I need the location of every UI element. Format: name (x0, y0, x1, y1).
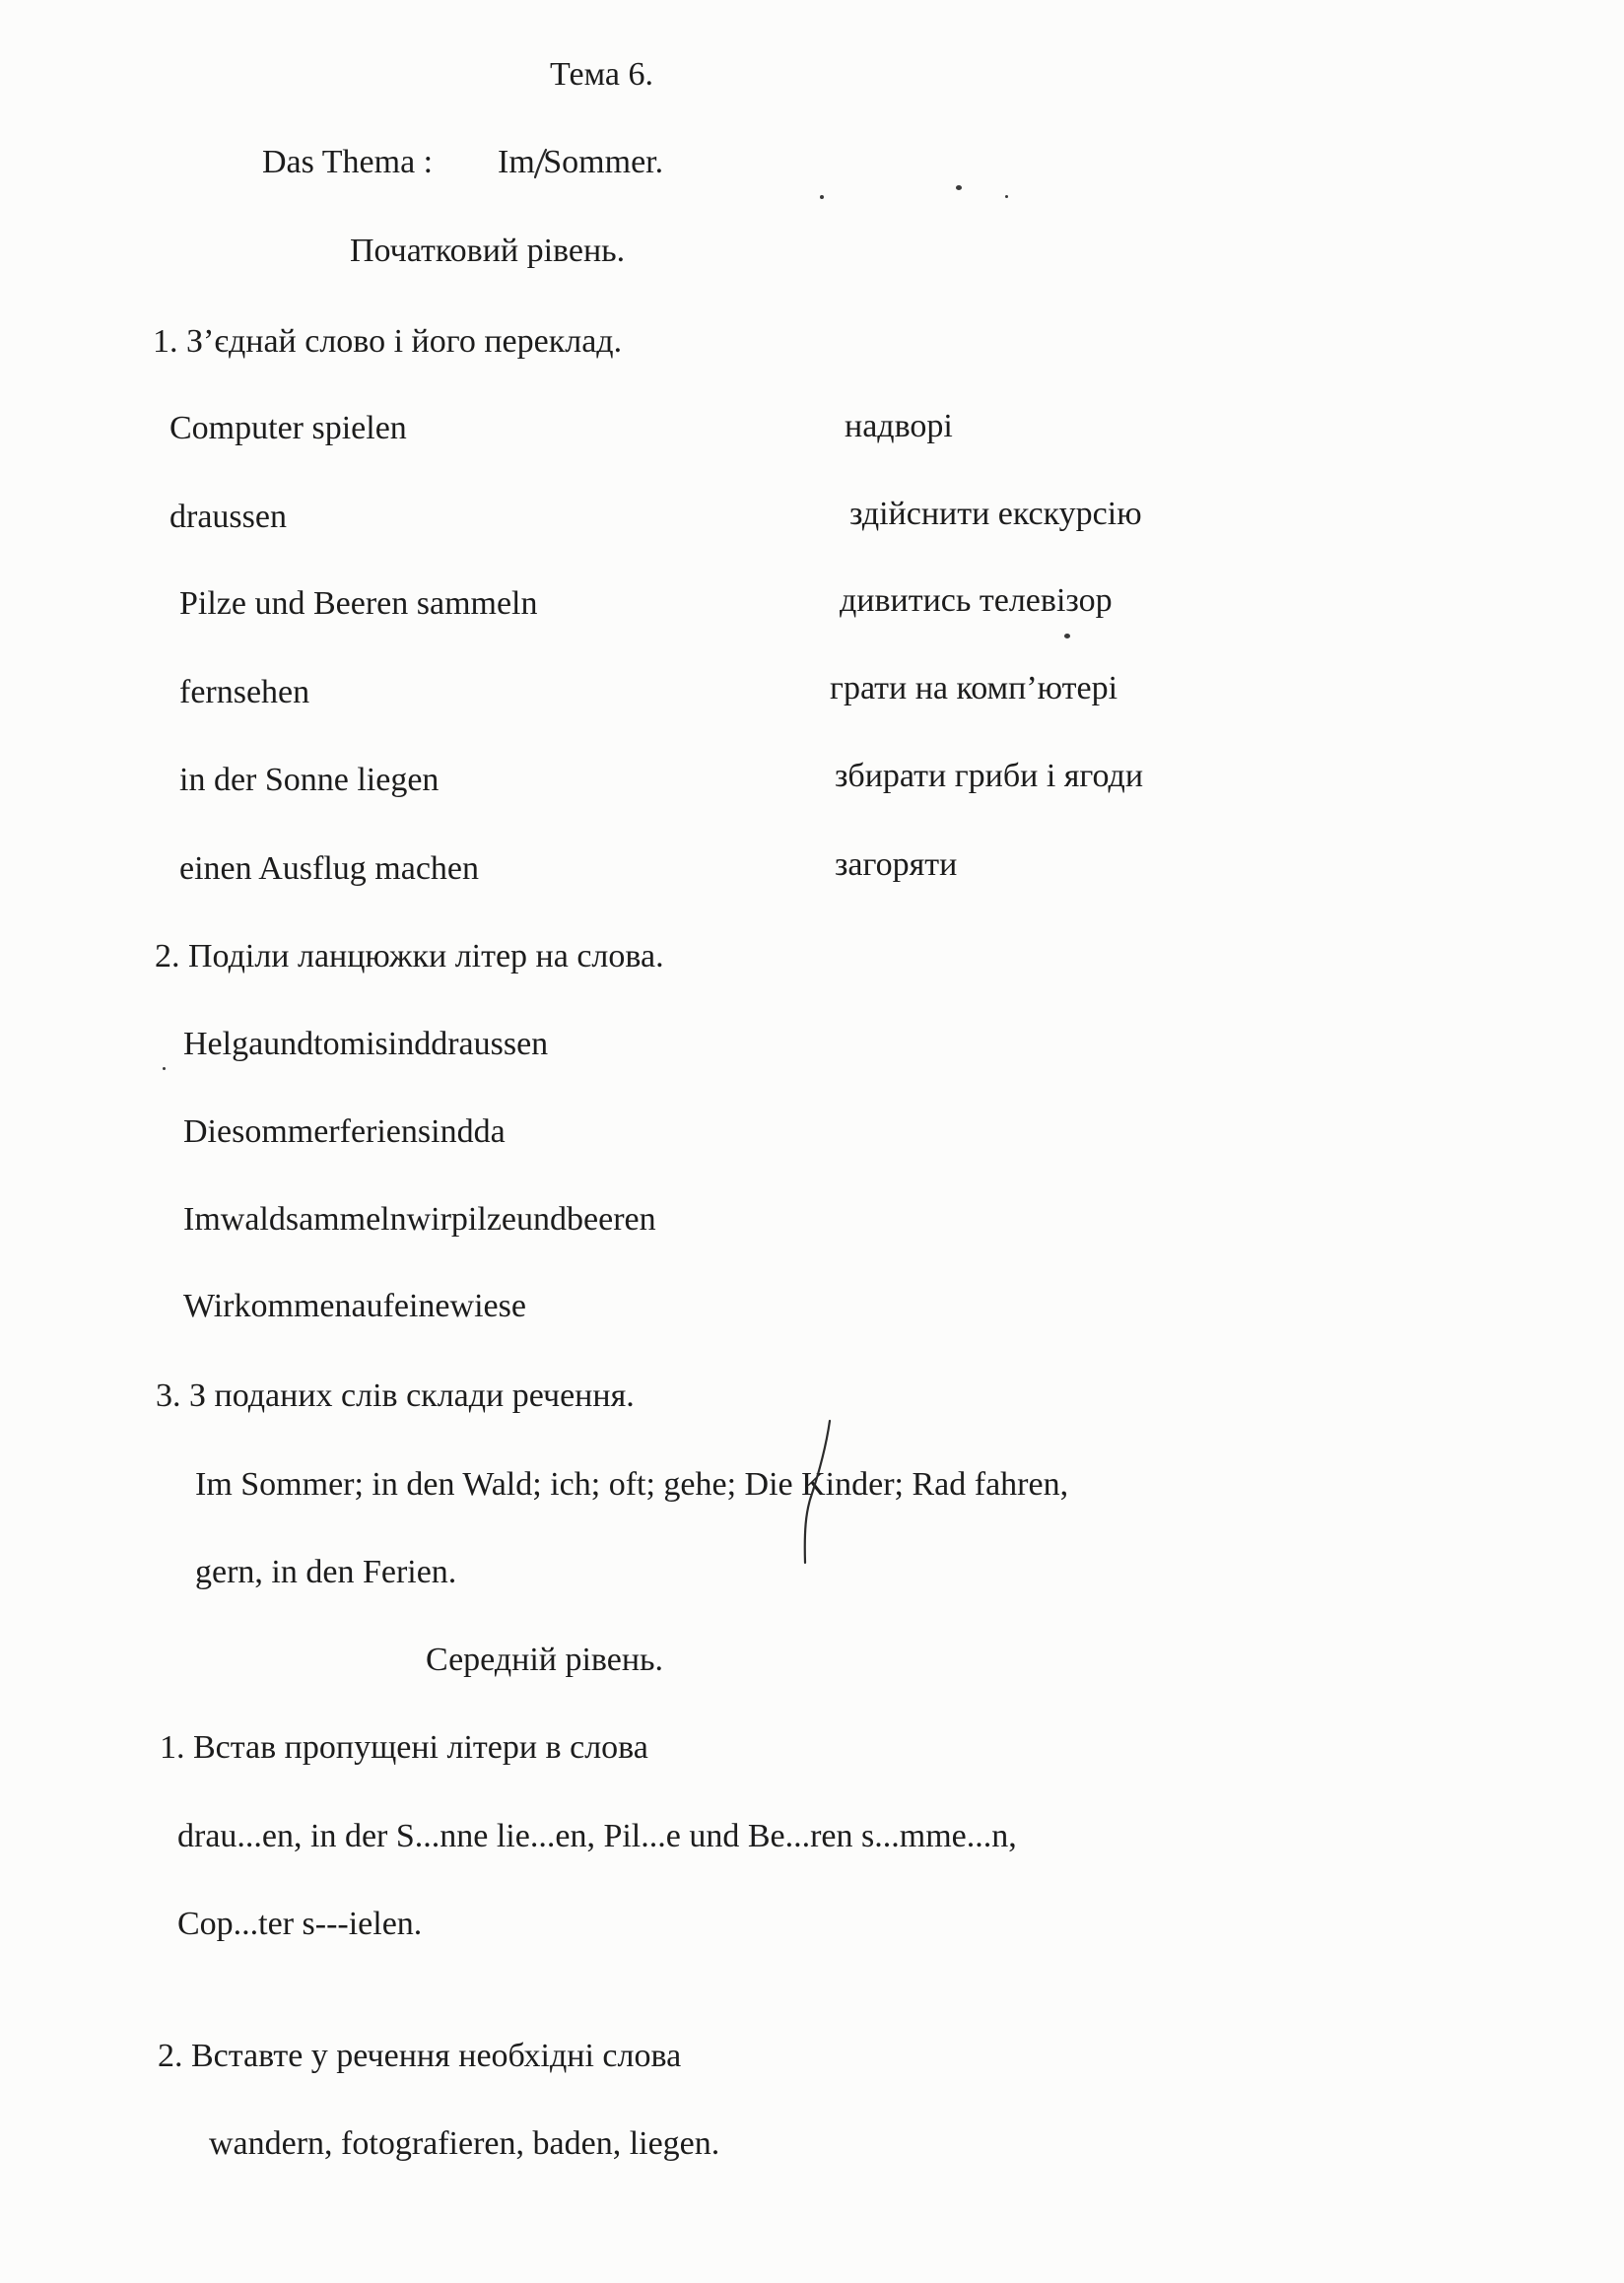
theme-value: Im Sommer. (498, 144, 664, 180)
task1-prompt: 1. З’єднай слово і його переклад. (153, 323, 623, 360)
middle-task2-words: wandern, fotografieren, baden, liegen. (209, 2125, 720, 2162)
topic-number: Тема 6. (550, 56, 653, 93)
basic-level-title: Початковий рівень. (350, 233, 626, 269)
ukrainian-translation: загоряти (835, 846, 958, 883)
scan-speck (1064, 634, 1070, 638)
theme-label: Das Thema : (262, 144, 434, 180)
scan-speck (1005, 195, 1008, 198)
german-word: Pilze und Beeren sammeln (179, 585, 538, 622)
german-word: einen Ausflug machen (179, 850, 480, 887)
task3-words-line2: gern, in den Ferien. (195, 1554, 457, 1590)
letter-chain: Helgaundtomisinddraussen (183, 1026, 549, 1062)
letter-chain: Wirkommenaufeinewiese (183, 1288, 526, 1324)
german-word: draussen (169, 499, 287, 535)
pen-divider-mark (796, 1419, 840, 1567)
letter-chain: Diesommerferiensindda (183, 1113, 506, 1150)
german-word: fernsehen (179, 674, 310, 710)
pen-slash-mark (530, 146, 550, 181)
middle-task1-line1: drau...en, in der S...nne lie...en, Pil...e und Be...ren s...mme...n, (177, 1818, 1017, 1854)
middle-task2-prompt: 2. Вставте у речення необхідні слова (158, 2038, 682, 2074)
task3-words-line1: Im Sommer; in den Wald; ich; oft; gehe; Die Kinder; Rad fahren, (195, 1466, 1069, 1503)
german-word: in der Sonne liegen (179, 762, 440, 798)
middle-task1-line2: Cop...ter s---ielen. (177, 1906, 423, 1942)
task2-prompt: 2. Поділи ланцюжки літер на слова. (155, 938, 664, 974)
scan-speck (820, 195, 824, 199)
middle-task1-prompt: 1. Встав пропущені літери в слова (160, 1729, 648, 1766)
scan-speck (956, 185, 962, 190)
ukrainian-translation: дивитись телевізор (840, 582, 1113, 619)
task3-prompt: 3. З поданих слів склади речення. (156, 1377, 635, 1414)
middle-level-title: Середній рівень. (426, 1642, 664, 1678)
german-word: Computer spielen (169, 410, 407, 446)
ukrainian-translation: здійснити екскурсію (849, 496, 1142, 532)
ukrainian-translation: грати на комп’ютері (830, 670, 1118, 706)
ukrainian-translation: надворі (845, 408, 953, 444)
scan-speck (163, 1067, 166, 1070)
ukrainian-translation: збирати гриби і ягоди (835, 758, 1144, 794)
letter-chain: Imwaldsammelnwirpilzeundbeeren (183, 1201, 656, 1238)
